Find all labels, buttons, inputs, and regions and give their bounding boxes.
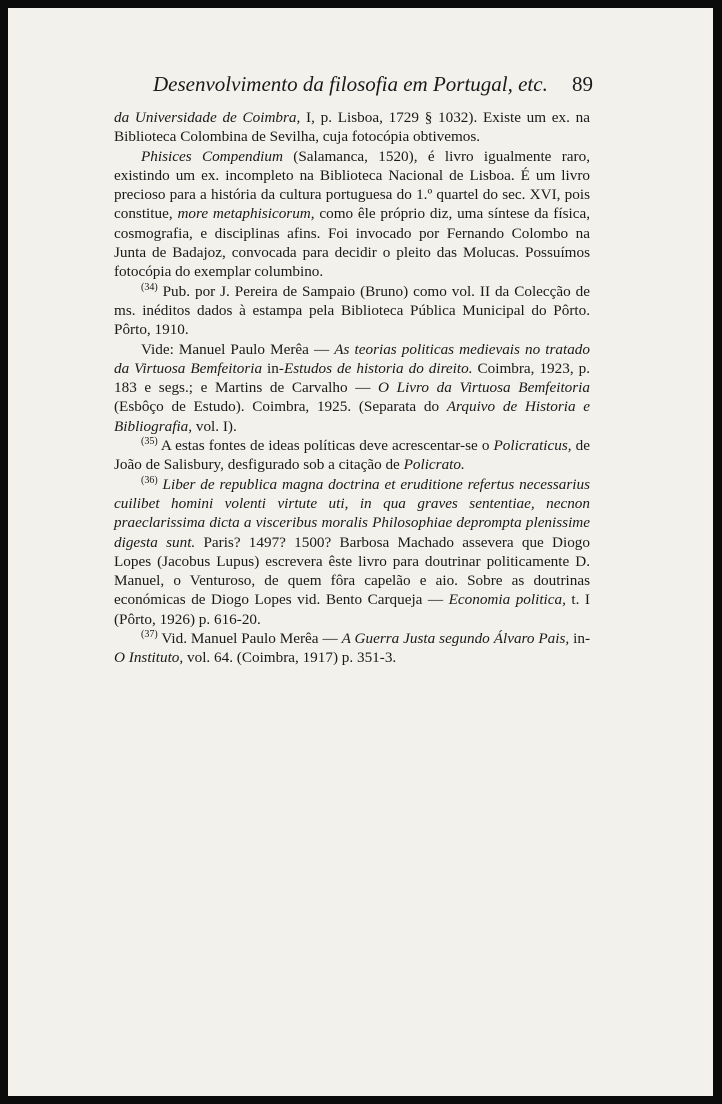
- italic-text: As teorias politicas medievais no tratado da Virtuosa Bemfeitoria: [114, 340, 590, 377]
- italic-text: Phisices Compendium: [141, 147, 283, 165]
- text-run: vol. 64. (Coimbra, 1917) p. 351-3.: [183, 649, 397, 667]
- running-title: Desenvolvimento da filosofia em Portugal, etc.: [153, 72, 548, 96]
- note-number: (37): [141, 628, 158, 640]
- text-run: in-: [569, 630, 591, 648]
- running-header: [103, 72, 593, 102]
- footnote-paragraph: [114, 436, 590, 475]
- italic-text: Policraticus,: [493, 437, 572, 455]
- footnotes-body: [114, 108, 590, 668]
- footnote-paragraph: [114, 340, 590, 436]
- italic-text: A Guerra Justa segundo Álvaro Pais,: [341, 630, 570, 648]
- text-run: Vide: Manuel Paulo Merêa —: [141, 340, 335, 358]
- note-number: (35): [141, 435, 158, 447]
- italic-text: Economia politica,: [448, 591, 566, 609]
- italic-text: O Instituto,: [114, 649, 184, 667]
- text-run: Vid. Manuel Paulo Merêa —: [157, 630, 342, 648]
- text-run: de João de Salisbury, desfigurado sob a citação de: [114, 437, 590, 474]
- text-run: vol. I).: [192, 417, 237, 435]
- footnote-paragraph: [114, 147, 590, 282]
- text-run: Pub. por J. Pereira de Sampaio (Bruno) como vol. II da Colecção de ms. inéditos dados à estampa pela Biblioteca Pública Municipal do Pôrto. Pôrto, 1910.: [114, 282, 590, 339]
- text-run: A estas fontes de ideas políticas deve acrescentar-se o: [157, 437, 494, 455]
- italic-text: Liber de republica magna doctrina et eruditione refertus necessarius cuilibet homini volenti virtute uti, in qua graves sententiae, necnon praeclarissima dicta a visceribus moralis Philosophiae deprompta plenissime digesta sunt.: [114, 475, 590, 551]
- text-run: Coimbra, 1923, p. 183 e segs.; e Martins de Carvalho —: [114, 359, 590, 397]
- text-run: como êle próprio diz, uma síntese da física, cosmografia, e disciplinas afins. Foi invocado por Fernando Colombo na Junta de Badajoz, convocada para decidir o pleito das Molucas. Possuímos fotocópia do exemplar columbino.: [114, 205, 590, 281]
- note-number: (36): [141, 474, 158, 486]
- footnote-paragraph: [114, 282, 590, 340]
- footnote-paragraph: [114, 108, 590, 147]
- footnote-paragraph: [114, 475, 590, 629]
- footnote-paragraph: [114, 629, 590, 668]
- italic-text: more metaphisicorum,: [177, 205, 315, 223]
- page-number: 89: [572, 72, 593, 96]
- italic-text: Policrato.: [403, 456, 465, 474]
- italic-text: Arquivo de Historia e Bibliografia,: [114, 398, 590, 435]
- italic-text: da Universidade de Coimbra,: [114, 109, 301, 126]
- text-run: Paris? 1497? 1500? Barbosa Machado assevera que Diogo Lopes (Jacobus Lupus) escrevera êste livro para doutrinar politicamente D. Manuel, o Venturoso, de quem fôra capelão e aio. Sobre as doutrinas económicas de Diogo Lopes vid. Bento Carqueja —: [114, 533, 590, 609]
- text-run: (Esbôço de Estudo). Coimbra, 1925. (Separata do: [114, 398, 447, 416]
- text-run: (Salamanca, 1520), é livro igualmente raro, existindo um ex. incompleto na Biblioteca Nacional de Lisboa. É um livro precioso para a história da cultura portuguesa do 1.º quartel do sec. XVI, pois constitue,: [114, 147, 590, 223]
- book-page: [8, 8, 713, 1096]
- italic-text: Estudos de historia do direito.: [283, 359, 473, 377]
- text-run: t. I (Pôrto, 1926) p. 616-20.: [114, 591, 590, 628]
- text-run: I, p. Lisboa, 1729 § 1032). Existe um ex. na Biblioteca Colombina de Sevilha, cuja fotocópia obtivemos.: [114, 109, 590, 146]
- note-number: (34): [141, 281, 158, 293]
- italic-text: O Livro da Virtuosa Bemfeitoria: [378, 379, 591, 397]
- text-run: in-: [262, 359, 284, 377]
